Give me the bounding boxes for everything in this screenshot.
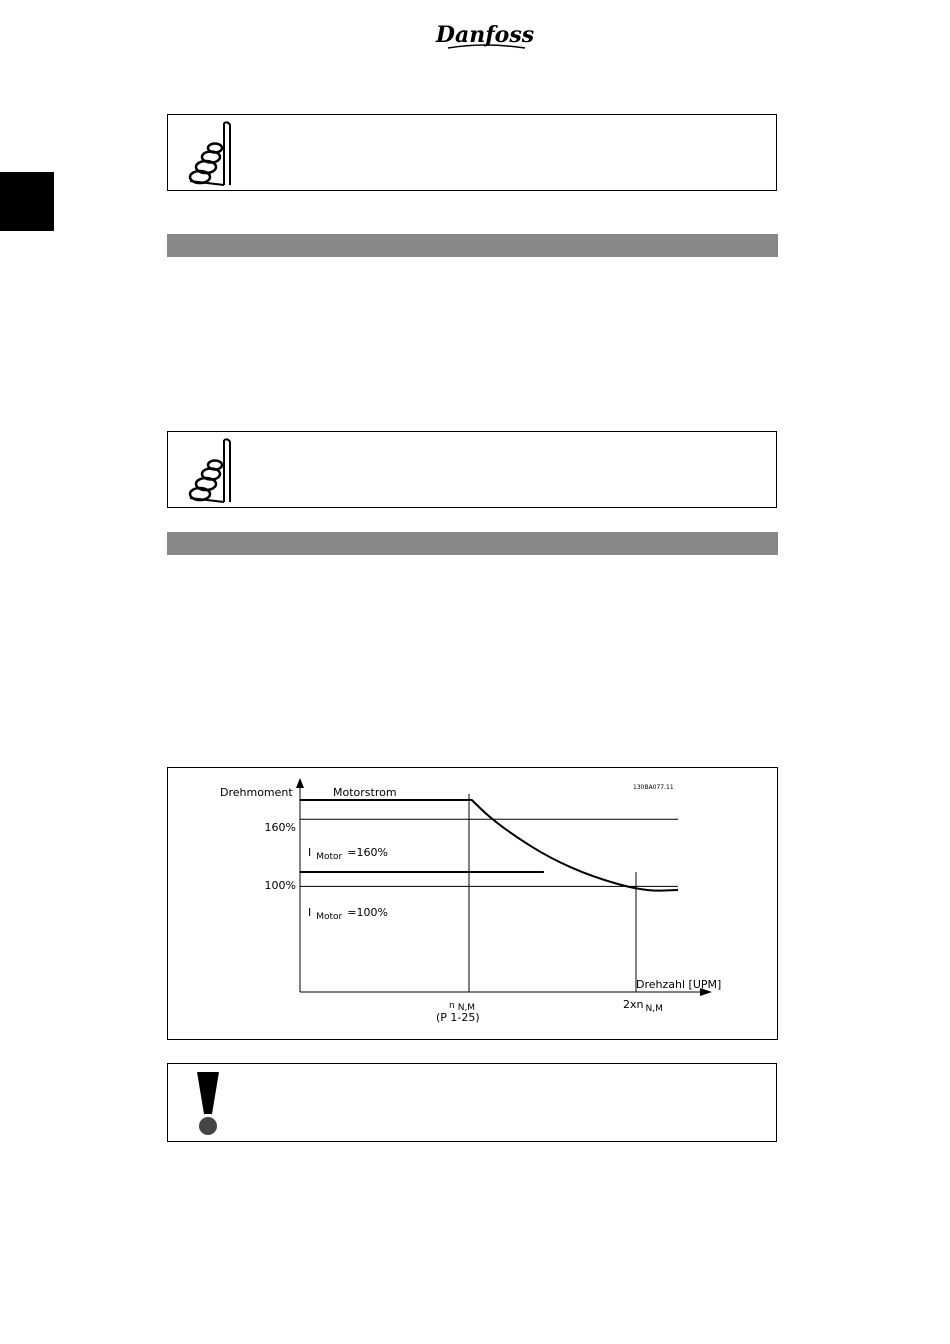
hand-note-icon [180,119,236,187]
exclamation-icon [192,1070,224,1136]
x-tick-nnm-param: (P 1-25) [436,1011,480,1024]
annotation-imotor-160: I $_{Motor}$ =160% [308,846,388,862]
x-tick-2xnnm: 2xn $_{N,M}$ [623,998,663,1014]
hand-note-icon [180,436,236,504]
section-header-bar-2 [167,532,778,555]
x-tick-nnm: n N,M [449,1001,476,1013]
section-header-bar-1 [167,234,778,257]
danfoss-logo [430,14,540,56]
torque-speed-chart [168,768,779,1041]
figure-code: 130BA077.11 [633,784,674,791]
y-title: Drehmoment [220,786,293,799]
note-box-1 [167,114,777,191]
y-tick-100: 100% [264,879,296,892]
y-tick-160: 160% [264,821,296,834]
x-title: Drehzahl [UPM] [636,978,722,991]
y-title-2: Motorstrom [333,786,397,799]
warning-box [167,1063,777,1142]
torque-speed-figure [167,767,778,1040]
annotation-imotor-100: I $_{Motor}$ =100% [308,906,388,922]
brand-text: Danfoss [435,22,535,48]
note-box-2 [167,431,777,508]
chapter-tab [0,172,54,231]
y-axis-arrow [296,778,304,788]
